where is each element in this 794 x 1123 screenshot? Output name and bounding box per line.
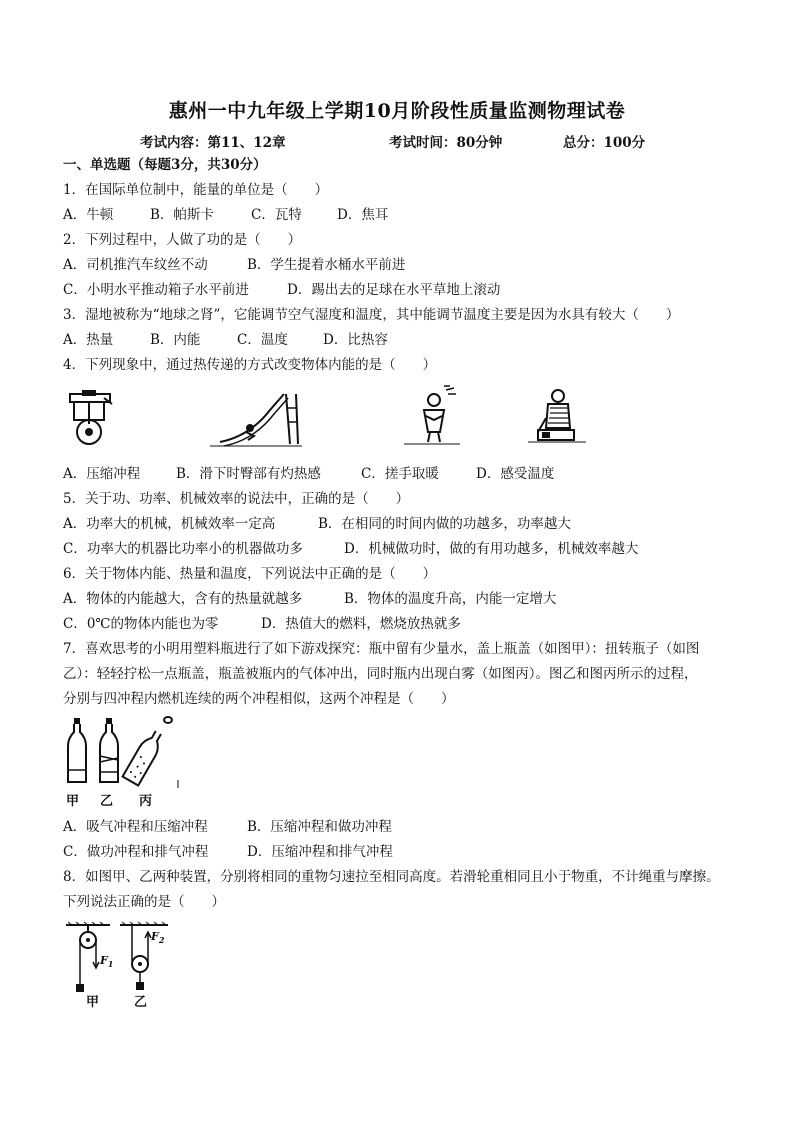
question-4-stem: 4．下列现象中，通过热传递的方式改变物体内能的是（ ） — [63, 357, 437, 373]
question-4-option-b: B．滑下时臀部有灼热感 — [176, 466, 321, 482]
question-5-option-a: A．功率大的机械，机械效率一定高 — [63, 516, 276, 532]
question-6-stem: 6．关于物体内能、热量和温度，下列说法中正确的是（ ） — [63, 566, 437, 582]
bottle-label-yi: 乙 — [100, 794, 114, 809]
question-6-option-d: D．热值大的燃料，燃烧放热就多 — [261, 616, 461, 632]
question-7-option-c: C．做功冲程和排气冲程 — [63, 844, 209, 860]
question-5-stem: 5．关于功、功率、机械效率的说法中，正确的是（ ） — [63, 491, 410, 507]
question-4-option-a: A．压缩冲程 — [63, 466, 141, 482]
force-label-1: $F_1$ — [100, 954, 114, 970]
question-7-option-a: A．吸气冲程和压缩冲程 — [63, 819, 208, 835]
question-3-stem: 3．湿地被称为“地球之肾”，它能调节空气湿度和温度，其中能调节温度主要是因为水具有较大（ ） — [63, 307, 680, 323]
exam-scope: 考试内容：第11、12章 — [140, 135, 286, 151]
feeling-temperature-figure — [528, 388, 586, 446]
question-8-stem-line-2: 下列说法正确的是（ ） — [63, 894, 225, 910]
question-2-option-a: A．司机推汽车纹丝不动 — [63, 257, 208, 273]
question-4-option-d: D．感受温度 — [476, 466, 555, 482]
question-1-stem: 1．在国际单位制中，能量的单位是（ ） — [63, 182, 329, 198]
compression-stroke-figure — [68, 390, 118, 448]
question-8-stem-line-1: 8．如图甲、乙两种装置，分别将相同的重物匀速拉至相同高度。若滑轮重相同且小于物重，不计绳重与摩擦。 — [63, 869, 720, 885]
question-6-option-c: C．0℃的物体内能也为零 — [63, 616, 219, 632]
section-heading: 一、单选题（每题3分，共30分） — [63, 157, 267, 173]
question-2-stem: 2．下列过程中，人做了功的是（ ） — [63, 232, 302, 248]
question-1-option-d: D．焦耳 — [337, 207, 389, 223]
hand-rubbing-figure — [404, 386, 460, 446]
question-7-stem-line-1: 7．喜欢思考的小明用塑料瓶进行了如下游戏探究：瓶中留有少量水，盖上瓶盖（如图甲）：扭转瓶子（如图 — [63, 641, 700, 657]
question-1-option-c: C．瓦特 — [251, 207, 302, 223]
question-6-option-a: A．物体的内能越大，含有的热量就越多 — [63, 591, 303, 607]
question-7-stem-line-2: 乙）：轻轻拧松一点瓶盖，瓶盖被瓶内的气体冲出，同时瓶内出现白雾（如图丙）。图乙和图丙所示的过程， — [63, 666, 698, 682]
bottles-figure — [64, 716, 184, 792]
pulley-label-yi: 乙 — [134, 995, 148, 1010]
question-5-option-d: D．机械做功时，做的有用功越多，机械效率越大 — [344, 541, 639, 557]
force-label-2: $F_2$ — [151, 930, 165, 946]
exam-time: 考试时间：80分钟 — [389, 135, 503, 151]
question-2-option-c: C．小明水平推动箱子水平前进 — [63, 282, 249, 298]
pulley-label-jia: 甲 — [86, 995, 100, 1010]
question-7-stem-line-3: 分别与四冲程内燃机连续的两个冲程相似，这两个冲程是（ ） — [63, 691, 455, 707]
question-1-option-a: A．牛顿 — [63, 207, 114, 223]
bottle-label-bing: 丙 — [139, 794, 153, 809]
question-5-option-b: B．在相同的时间内做的功越多，功率越大 — [318, 516, 571, 532]
question-2-option-b: B．学生提着水桶水平前进 — [247, 257, 406, 273]
slide-figure — [210, 388, 302, 448]
question-3-option-a: A．热量 — [63, 332, 114, 348]
question-7-option-b: B．压缩冲程和做功冲程 — [247, 819, 392, 835]
page-title: 惠州一中九年级上学期10月阶段性质量监测物理试卷 — [168, 100, 626, 122]
question-6-option-b: B．物体的温度升高，内能一定增大 — [344, 591, 557, 607]
question-7-option-d: D．压缩冲程和排气冲程 — [247, 844, 393, 860]
question-1-option-b: B．帕斯卡 — [150, 207, 214, 223]
question-5-option-c: C．功率大的机器比功率小的机器做功多 — [63, 541, 303, 557]
question-3-option-c: C．温度 — [237, 332, 288, 348]
question-2-option-d: D．踢出去的足球在水平草地上滚动 — [287, 282, 501, 298]
bottle-label-jia: 甲 — [66, 794, 80, 809]
question-3-option-d: D．比热容 — [323, 332, 388, 348]
exam-score: 总分：100分 — [563, 135, 646, 151]
question-4-option-c: C．搓手取暖 — [361, 466, 439, 482]
question-3-option-b: B．内能 — [150, 332, 201, 348]
